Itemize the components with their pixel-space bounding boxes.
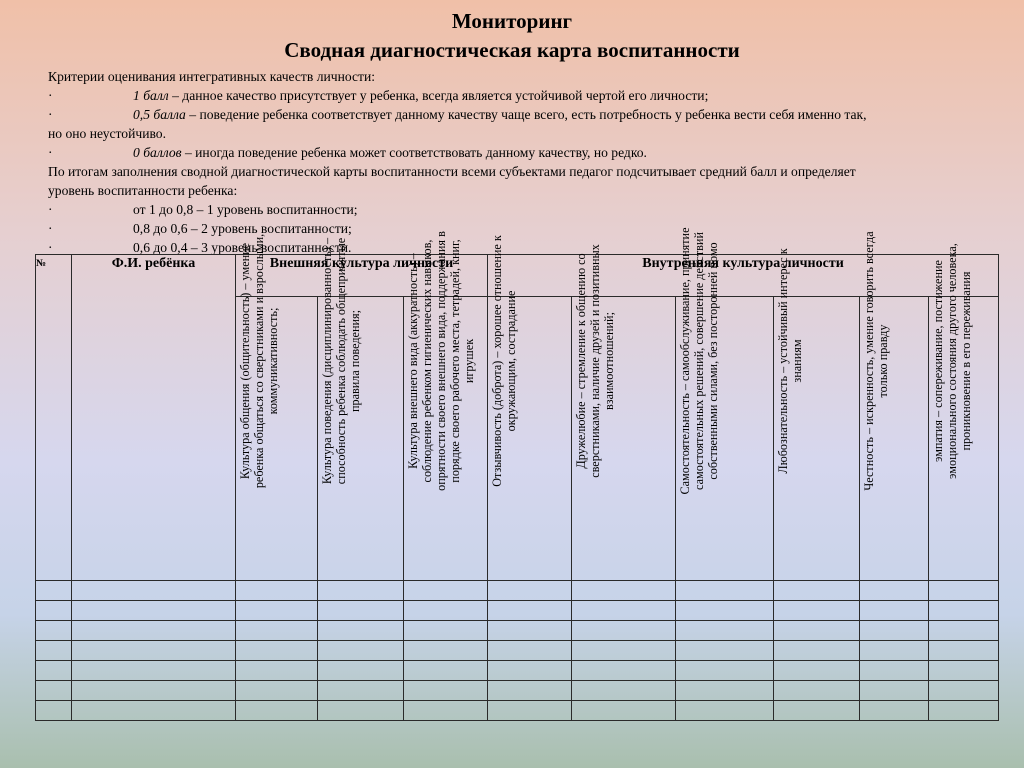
table-cell[interactable] bbox=[36, 681, 72, 701]
criterion-text: эмпатия – сопереживание, постижение эмоционального состояния другого человека, проникновение в его переживания bbox=[931, 243, 974, 479]
score-item bbox=[48, 105, 988, 124]
criterion-text: Культура общения (общительность) – умение ребенка общаться со сверстниками и взрослыми, коммуникативность; bbox=[238, 233, 280, 489]
table-cell[interactable] bbox=[774, 601, 860, 621]
table-cell[interactable] bbox=[929, 701, 999, 721]
table-cell[interactable] bbox=[404, 701, 488, 721]
score-item bbox=[48, 86, 988, 105]
table-row bbox=[36, 661, 999, 681]
bullet-icon: · bbox=[48, 221, 53, 236]
header-child-name: Ф.И. ребёнка bbox=[72, 255, 236, 581]
table-cell[interactable] bbox=[36, 701, 72, 721]
score-label: 1 балл bbox=[133, 88, 169, 103]
table-cell[interactable] bbox=[236, 661, 318, 681]
table-cell[interactable] bbox=[318, 581, 404, 601]
criterion-header bbox=[318, 237, 404, 581]
table-cell[interactable] bbox=[774, 581, 860, 601]
table-cell[interactable] bbox=[676, 601, 774, 621]
table-cell[interactable] bbox=[860, 661, 929, 681]
table-cell[interactable] bbox=[72, 661, 236, 681]
table-cell[interactable] bbox=[929, 581, 999, 601]
table-cell[interactable] bbox=[404, 641, 488, 661]
score-text: – поведение ребенка соответствует данному качеству чаще всего, есть потребность у ребенка вести себя именно так, bbox=[185, 107, 867, 122]
table-cell[interactable] bbox=[236, 681, 318, 701]
table-cell[interactable] bbox=[860, 701, 929, 721]
table-cell[interactable] bbox=[929, 621, 999, 641]
table-cell[interactable] bbox=[488, 701, 572, 721]
table-cell[interactable] bbox=[318, 681, 404, 701]
bullet-icon: · bbox=[48, 107, 53, 122]
criterion-text: Честность – искренность, умение говорить всегда только правду bbox=[862, 231, 891, 491]
bullet-icon: · bbox=[48, 145, 53, 160]
table-row bbox=[36, 621, 999, 641]
score-text: – иногда поведение ребенка может соответствовать данному качеству, но редко. bbox=[181, 145, 647, 160]
score-item bbox=[48, 143, 988, 162]
table-cell[interactable] bbox=[572, 641, 676, 661]
criterion-header bbox=[676, 227, 774, 581]
table-cell[interactable] bbox=[488, 621, 572, 641]
table-cell[interactable] bbox=[929, 661, 999, 681]
table-cell[interactable] bbox=[72, 621, 236, 641]
criterion-header bbox=[488, 235, 572, 581]
table-cell[interactable] bbox=[774, 661, 860, 681]
header-number: № bbox=[36, 255, 72, 581]
level-text: 0,8 до 0,6 – 2 уровень воспитанности; bbox=[133, 221, 352, 236]
table-cell[interactable] bbox=[774, 641, 860, 661]
table-cell[interactable] bbox=[236, 601, 318, 621]
table-cell[interactable] bbox=[36, 601, 72, 621]
criterion-text: Самостоятельность – самообслуживание, принятие самостоятельных решений, совершение действий собственными силами, без посторонней помо bbox=[678, 227, 721, 495]
table-cell[interactable] bbox=[860, 681, 929, 701]
table-cell[interactable] bbox=[676, 661, 774, 681]
score-label: 0,5 балла bbox=[133, 107, 186, 122]
score-item-continuation: но оно неустойчиво. bbox=[48, 126, 167, 141]
table-cell[interactable] bbox=[774, 701, 860, 721]
table-cell[interactable] bbox=[676, 621, 774, 641]
criterion-header bbox=[929, 243, 999, 581]
bullet-icon: · bbox=[48, 240, 53, 255]
header-internal-culture: Внутренняя культура личности bbox=[488, 255, 999, 297]
level-text: от 1 до 0,8 – 1 уровень воспитанности; bbox=[133, 202, 358, 217]
criterion-text: Дружелюбие – стремление к общению со сверстниками, наличие друзей и позитивных взаимоотношений; bbox=[574, 244, 617, 478]
criterion-text: Любознательность – устойчивый интерес к знаниям bbox=[776, 248, 805, 474]
table-cell[interactable] bbox=[318, 601, 404, 621]
table-cell[interactable] bbox=[404, 681, 488, 701]
table-cell[interactable] bbox=[236, 641, 318, 661]
table-cell[interactable] bbox=[929, 641, 999, 661]
criterion-header bbox=[572, 244, 676, 581]
table-cell[interactable] bbox=[318, 621, 404, 641]
table-cell[interactable] bbox=[318, 641, 404, 661]
criterion-text: Отзывчивость (доброта) – хорошее отношение к окружающим, сострадание bbox=[490, 235, 519, 487]
table-cell[interactable] bbox=[404, 661, 488, 681]
table-cell[interactable] bbox=[404, 601, 488, 621]
table-cell[interactable] bbox=[929, 681, 999, 701]
table-cell[interactable] bbox=[488, 581, 572, 601]
table-cell[interactable] bbox=[488, 641, 572, 661]
table-cell[interactable] bbox=[36, 641, 72, 661]
table-cell[interactable] bbox=[572, 661, 676, 681]
table-row bbox=[36, 581, 999, 601]
table-row bbox=[36, 701, 999, 721]
table-cell[interactable] bbox=[774, 621, 860, 641]
table-cell[interactable] bbox=[36, 581, 72, 601]
table-cell[interactable] bbox=[488, 661, 572, 681]
table-cell[interactable] bbox=[72, 601, 236, 621]
table-cell[interactable] bbox=[572, 621, 676, 641]
table-row bbox=[36, 601, 999, 621]
summary-text: По итогам заполнения сводной диагностической карты воспитанности всеми субъектами педагог подсчитывает средний балл и определяет bbox=[48, 164, 856, 179]
table-cell[interactable] bbox=[488, 681, 572, 701]
page-subtitle: Сводная диагностическая карта воспитанности bbox=[284, 38, 740, 62]
table-cell[interactable] bbox=[860, 641, 929, 661]
table-cell[interactable] bbox=[236, 581, 318, 601]
page-title: Мониторинг bbox=[451, 9, 573, 33]
score-label: 0 баллов bbox=[133, 145, 182, 160]
bullet-icon: · bbox=[48, 202, 53, 217]
table-cell[interactable] bbox=[860, 601, 929, 621]
table-cell[interactable] bbox=[318, 701, 404, 721]
table-cell[interactable] bbox=[860, 621, 929, 641]
bullet-icon: · bbox=[48, 88, 53, 103]
table-cell[interactable] bbox=[72, 641, 236, 661]
table-cell[interactable] bbox=[404, 621, 488, 641]
table-cell[interactable] bbox=[676, 701, 774, 721]
criterion-header bbox=[236, 233, 318, 581]
criterion-text: Культура внешнего вида (аккуратность) – соблюдение ребенком гигиенических навыков, опрятности своего внешнего вида, поддержания в порядке своего рабочего места, тетрадей, книг, игрушек bbox=[406, 231, 476, 491]
table-cell[interactable] bbox=[572, 601, 676, 621]
table-cell[interactable] bbox=[36, 661, 72, 681]
criterion-header bbox=[860, 231, 929, 581]
table-cell[interactable] bbox=[488, 601, 572, 621]
criteria-intro: Критерии оценивания интегративных качеств личности: bbox=[48, 69, 376, 84]
table-cell[interactable] bbox=[318, 661, 404, 681]
table-cell[interactable] bbox=[72, 581, 236, 601]
table-cell[interactable] bbox=[572, 581, 676, 601]
table-cell[interactable] bbox=[572, 701, 676, 721]
level-text: 0,6 до 0,4 – 3 уровень воспитанности. bbox=[133, 240, 352, 255]
table-cell[interactable] bbox=[236, 621, 318, 641]
table-cell[interactable] bbox=[774, 681, 860, 701]
criterion-text: Культура поведения (дисциплинированность) – способность ребенка соблюдать общепринятые правила поведения; bbox=[320, 237, 362, 485]
table-cell[interactable] bbox=[572, 681, 676, 701]
table-cell[interactable] bbox=[236, 701, 318, 721]
summary-text: уровень воспитанности ребенка: bbox=[48, 183, 238, 198]
table-cell[interactable] bbox=[676, 681, 774, 701]
table-cell[interactable] bbox=[676, 641, 774, 661]
table-cell[interactable] bbox=[929, 601, 999, 621]
header-external-culture: Внешняя культура личности bbox=[236, 255, 488, 297]
criterion-header bbox=[774, 248, 860, 581]
table-row bbox=[36, 681, 999, 701]
level-item bbox=[48, 200, 988, 219]
criterion-header bbox=[404, 231, 488, 581]
table-cell[interactable] bbox=[72, 701, 236, 721]
table-cell[interactable] bbox=[36, 621, 72, 641]
table-cell[interactable] bbox=[676, 581, 774, 601]
table-row bbox=[36, 641, 999, 661]
score-text: – данное качество присутствует у ребенка, всегда является устойчивой чертой его личности; bbox=[168, 88, 709, 103]
table-cell[interactable] bbox=[860, 581, 929, 601]
table-cell[interactable] bbox=[72, 681, 236, 701]
table-cell[interactable] bbox=[404, 581, 488, 601]
